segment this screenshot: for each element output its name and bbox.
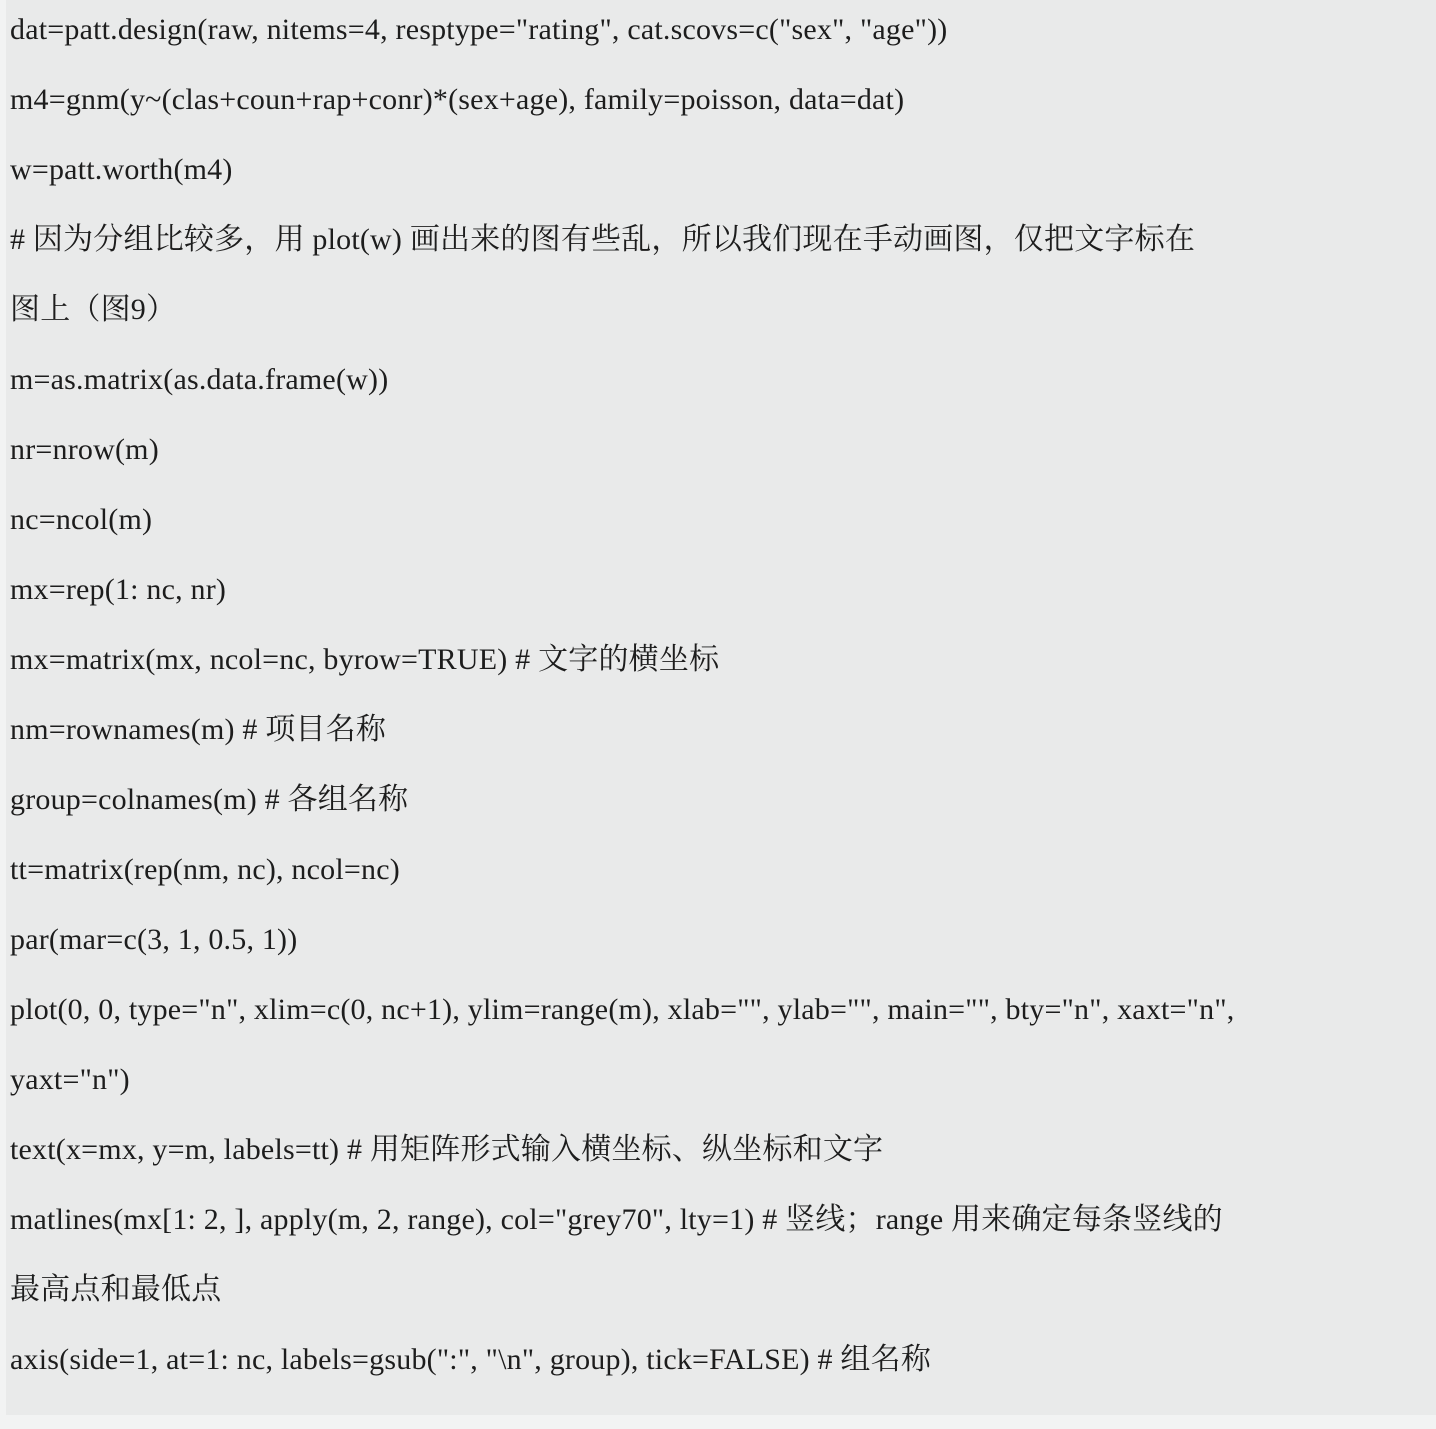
code-line: nc=ncol(m) xyxy=(10,503,153,536)
code-line: tt=matrix(rep(nm, nc), ncol=nc) xyxy=(10,853,400,886)
code-line: group=colnames(m) # 各组名称 xyxy=(10,783,409,816)
code-line: mx=matrix(mx, ncol=nc, byrow=TRUE) # 文字的横坐标 xyxy=(10,643,720,676)
code-line: yaxt="n") xyxy=(10,1063,130,1096)
code-line: plot(0, 0, type="n", xlim=c(0, nc+1), ylim=range(m), xlab="", ylab="", main="", bty="n", xaxt="n", xyxy=(10,993,1235,1026)
code-line: 图上（图9） xyxy=(10,293,177,326)
code-line: w=patt.worth(m4) xyxy=(10,153,233,186)
code-line: mx=rep(1: nc, nr) xyxy=(10,573,227,606)
code-line: axis(side=1, at=1: nc, labels=gsub(":", "\n", group), tick=FALSE) # 组名称 xyxy=(10,1343,932,1376)
code-line: text(x=mx, y=m, labels=tt) # 用矩阵形式输入横坐标、纵坐标和文字 xyxy=(10,1133,884,1166)
code-line: nr=nrow(m) xyxy=(10,433,159,466)
code-line: matlines(mx[1: 2, ], apply(m, 2, range), col="grey70", lty=1) # 竖线；range 用来确定每条竖线的 xyxy=(10,1203,1223,1236)
code-line: nm=rownames(m) # 项目名称 xyxy=(10,713,387,746)
code-line: m4=gnm(y~(clas+coun+rap+conr)*(sex+age), family=poisson, data=dat) xyxy=(10,83,905,116)
code-line: # 因为分组比较多，用 plot(w) 画出来的图有些乱，所以我们现在手动画图，仅把文字标在 xyxy=(10,223,1196,256)
code-line: dat=patt.design(raw, nitems=4, resptype="rating", cat.scovs=c("sex", "age")) xyxy=(10,13,948,46)
code-listing xyxy=(10,0,1436,1395)
code-line: m=as.matrix(as.data.frame(w)) xyxy=(10,363,389,396)
code-line: par(mar=c(3, 1, 0.5, 1)) xyxy=(10,923,298,956)
code-line: 最高点和最低点 xyxy=(10,1273,222,1306)
